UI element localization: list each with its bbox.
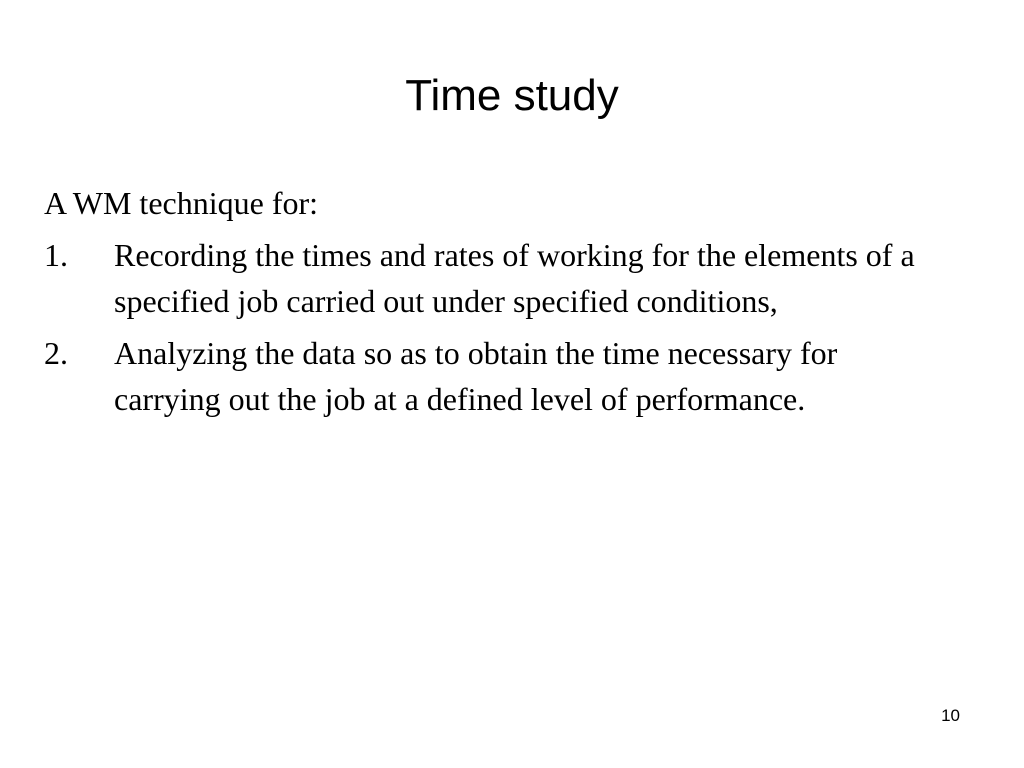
list-item-number: 2. [44, 335, 68, 371]
page-number: 10 [941, 706, 960, 725]
intro-text: A WM technique for: [44, 185, 319, 221]
list-item-text: Recording the times and rates of working for the elements of a specified job carried out under specified conditions, [114, 237, 915, 319]
list-item-number: 1. [44, 237, 68, 273]
slide-body [44, 180, 944, 428]
list-item-text: Analyzing the data so as to obtain the time necessary for carrying out the job at a defined level of performance. [114, 335, 838, 417]
list-item [44, 330, 944, 422]
list-item [44, 232, 944, 324]
numbered-list [44, 232, 944, 422]
slide-title: Time study [405, 71, 619, 120]
